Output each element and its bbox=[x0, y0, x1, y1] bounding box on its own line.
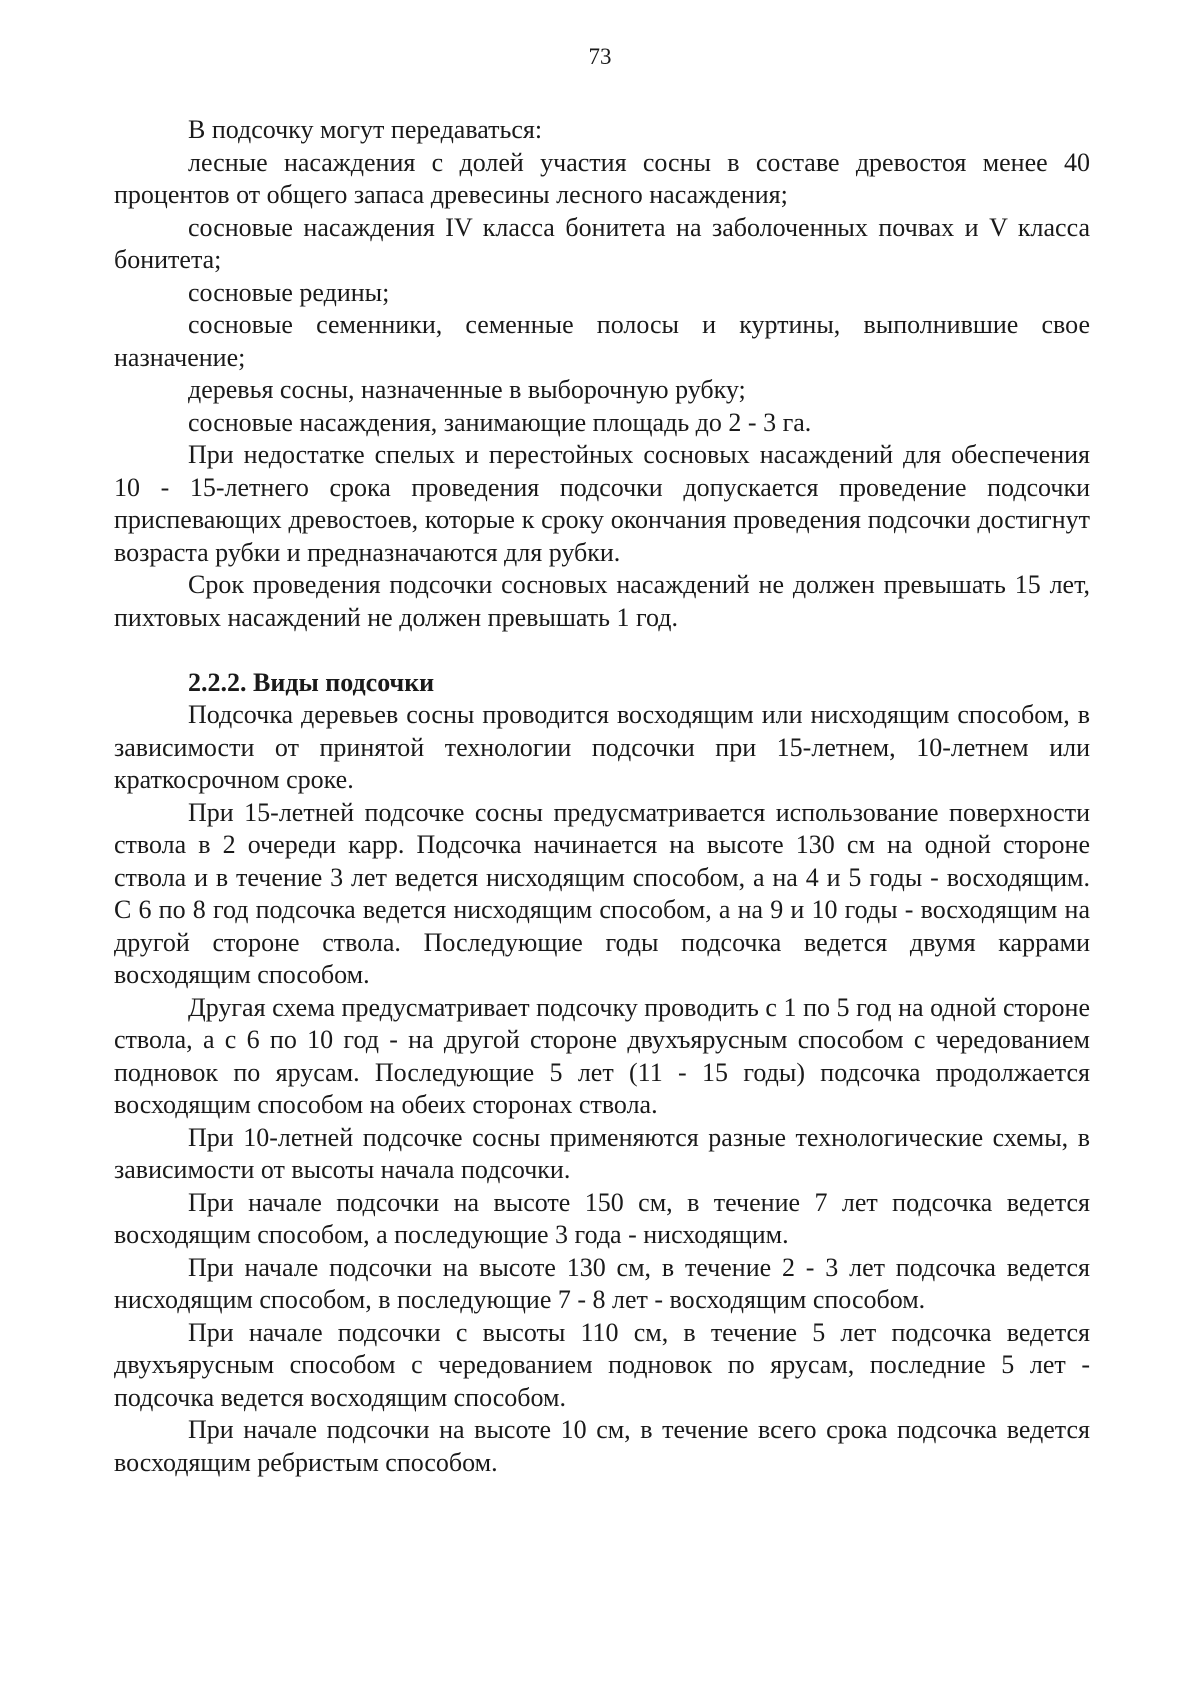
list-item-small-area: сосновые насаждения, занимающие площадь до 2 - 3 га. bbox=[188, 407, 812, 437]
list-item-low-bonitet: сосновые насаждения IV класса бонитета на заболоченных почвах и V класса бонитета; bbox=[114, 212, 1090, 274]
paragraph-start-150cm: При начале подсочки на высоте 150 см, в течение 7 лет подсочка ведется восходящим способом, а последующие 3 года - нисходящим. bbox=[114, 1187, 1090, 1249]
paragraph-insufficient-stands: При недостатке спелых и перестойных сосновых насаждений для обеспечения 10 - 15-летнего срока проведения подсочки допускается проведение подсочки приспевающих древостоев, которые к сроку окончания проведения подсочки достигнут возраста рубки и предназначаются для рубки. bbox=[114, 440, 1090, 567]
paragraph-tapping-methods: Подсочка деревьев сосны проводится восходящим или нисходящим способом, в зависимости от принятой технологии подсочки при 15-летнем, 10-летнем или краткосрочном сроке. bbox=[114, 700, 1090, 794]
section-heading: 2.2.2. Виды подсочки bbox=[188, 667, 435, 697]
list-item-seed-trees: сосновые семенники, семенные полосы и куртины, выполнившие свое назначение; bbox=[114, 310, 1090, 372]
paragraph-alternative-scheme: Другая схема предусматривает подсочку проводить с 1 по 5 год на одной стороне ствола, а с 6 по 10 год - на другой стороне двухъярусным способом с чередованием подновок по ярусам. Последующие 5 лет (11 - 15 годы) подсочка продолжается восходящим способом на обеих сторонах ствола. bbox=[114, 992, 1090, 1119]
list-item-mixed-stands: лесные насаждения с долей участия сосны в составе древостоя менее 40 процентов от общего запаса древесины лесного насаждения; bbox=[114, 147, 1090, 209]
document-body bbox=[114, 114, 1090, 1479]
page-number: 73 bbox=[588, 44, 612, 69]
paragraph-10-year-scheme: При 10-летней подсочке сосны применяются разные технологические схемы, в зависимости от высоты начала подсочки. bbox=[114, 1122, 1090, 1184]
paragraph-tapping-term: Срок проведения подсочки сосновых насаждений не должен превышать 15 лет, пихтовых насаждений не должен превышать 1 год. bbox=[114, 570, 1090, 632]
paragraph-15-year-scheme: При 15-летней подсочке сосны предусматривается использование поверхности ствола в 2 очереди карр. Подсочка начинается на высоте 130 см на одной стороне ствола и в течение 3 лет ведется нисходящим способом, а на 4 и 5 годы - восходящим. С 6 по 8 год подсочка ведется нисходящим способом, а на 9 и 10 годы - восходящим на другой стороне ствола. Последующие годы подсочка ведется двумя каррами восходящим способом. bbox=[114, 797, 1090, 989]
list-item-sparse-pine: сосновые редины; bbox=[188, 277, 390, 307]
paragraph-start-10cm: При начале подсочки на высоте 10 см, в течение всего срока подсочка ведется восходящим ребристым способом. bbox=[114, 1415, 1090, 1477]
intro-paragraph: В подсочку могут передаваться: bbox=[188, 115, 543, 144]
paragraph-start-110cm: При начале подсочки с высоты 110 см, в течение 5 лет подсочка ведется двухъярусным способом с чередованием подновок по ярусам, последние 5 лет - подсочка ведется восходящим способом. bbox=[114, 1317, 1090, 1412]
paragraph-start-130cm: При начале подсочки на высоте 130 см, в течение 2 - 3 лет подсочка ведется нисходящим способом, в последующие 7 - 8 лет - восходящим способом. bbox=[114, 1252, 1090, 1314]
list-item-selective-felling: деревья сосны, назначенные в выборочную рубку; bbox=[188, 375, 746, 404]
